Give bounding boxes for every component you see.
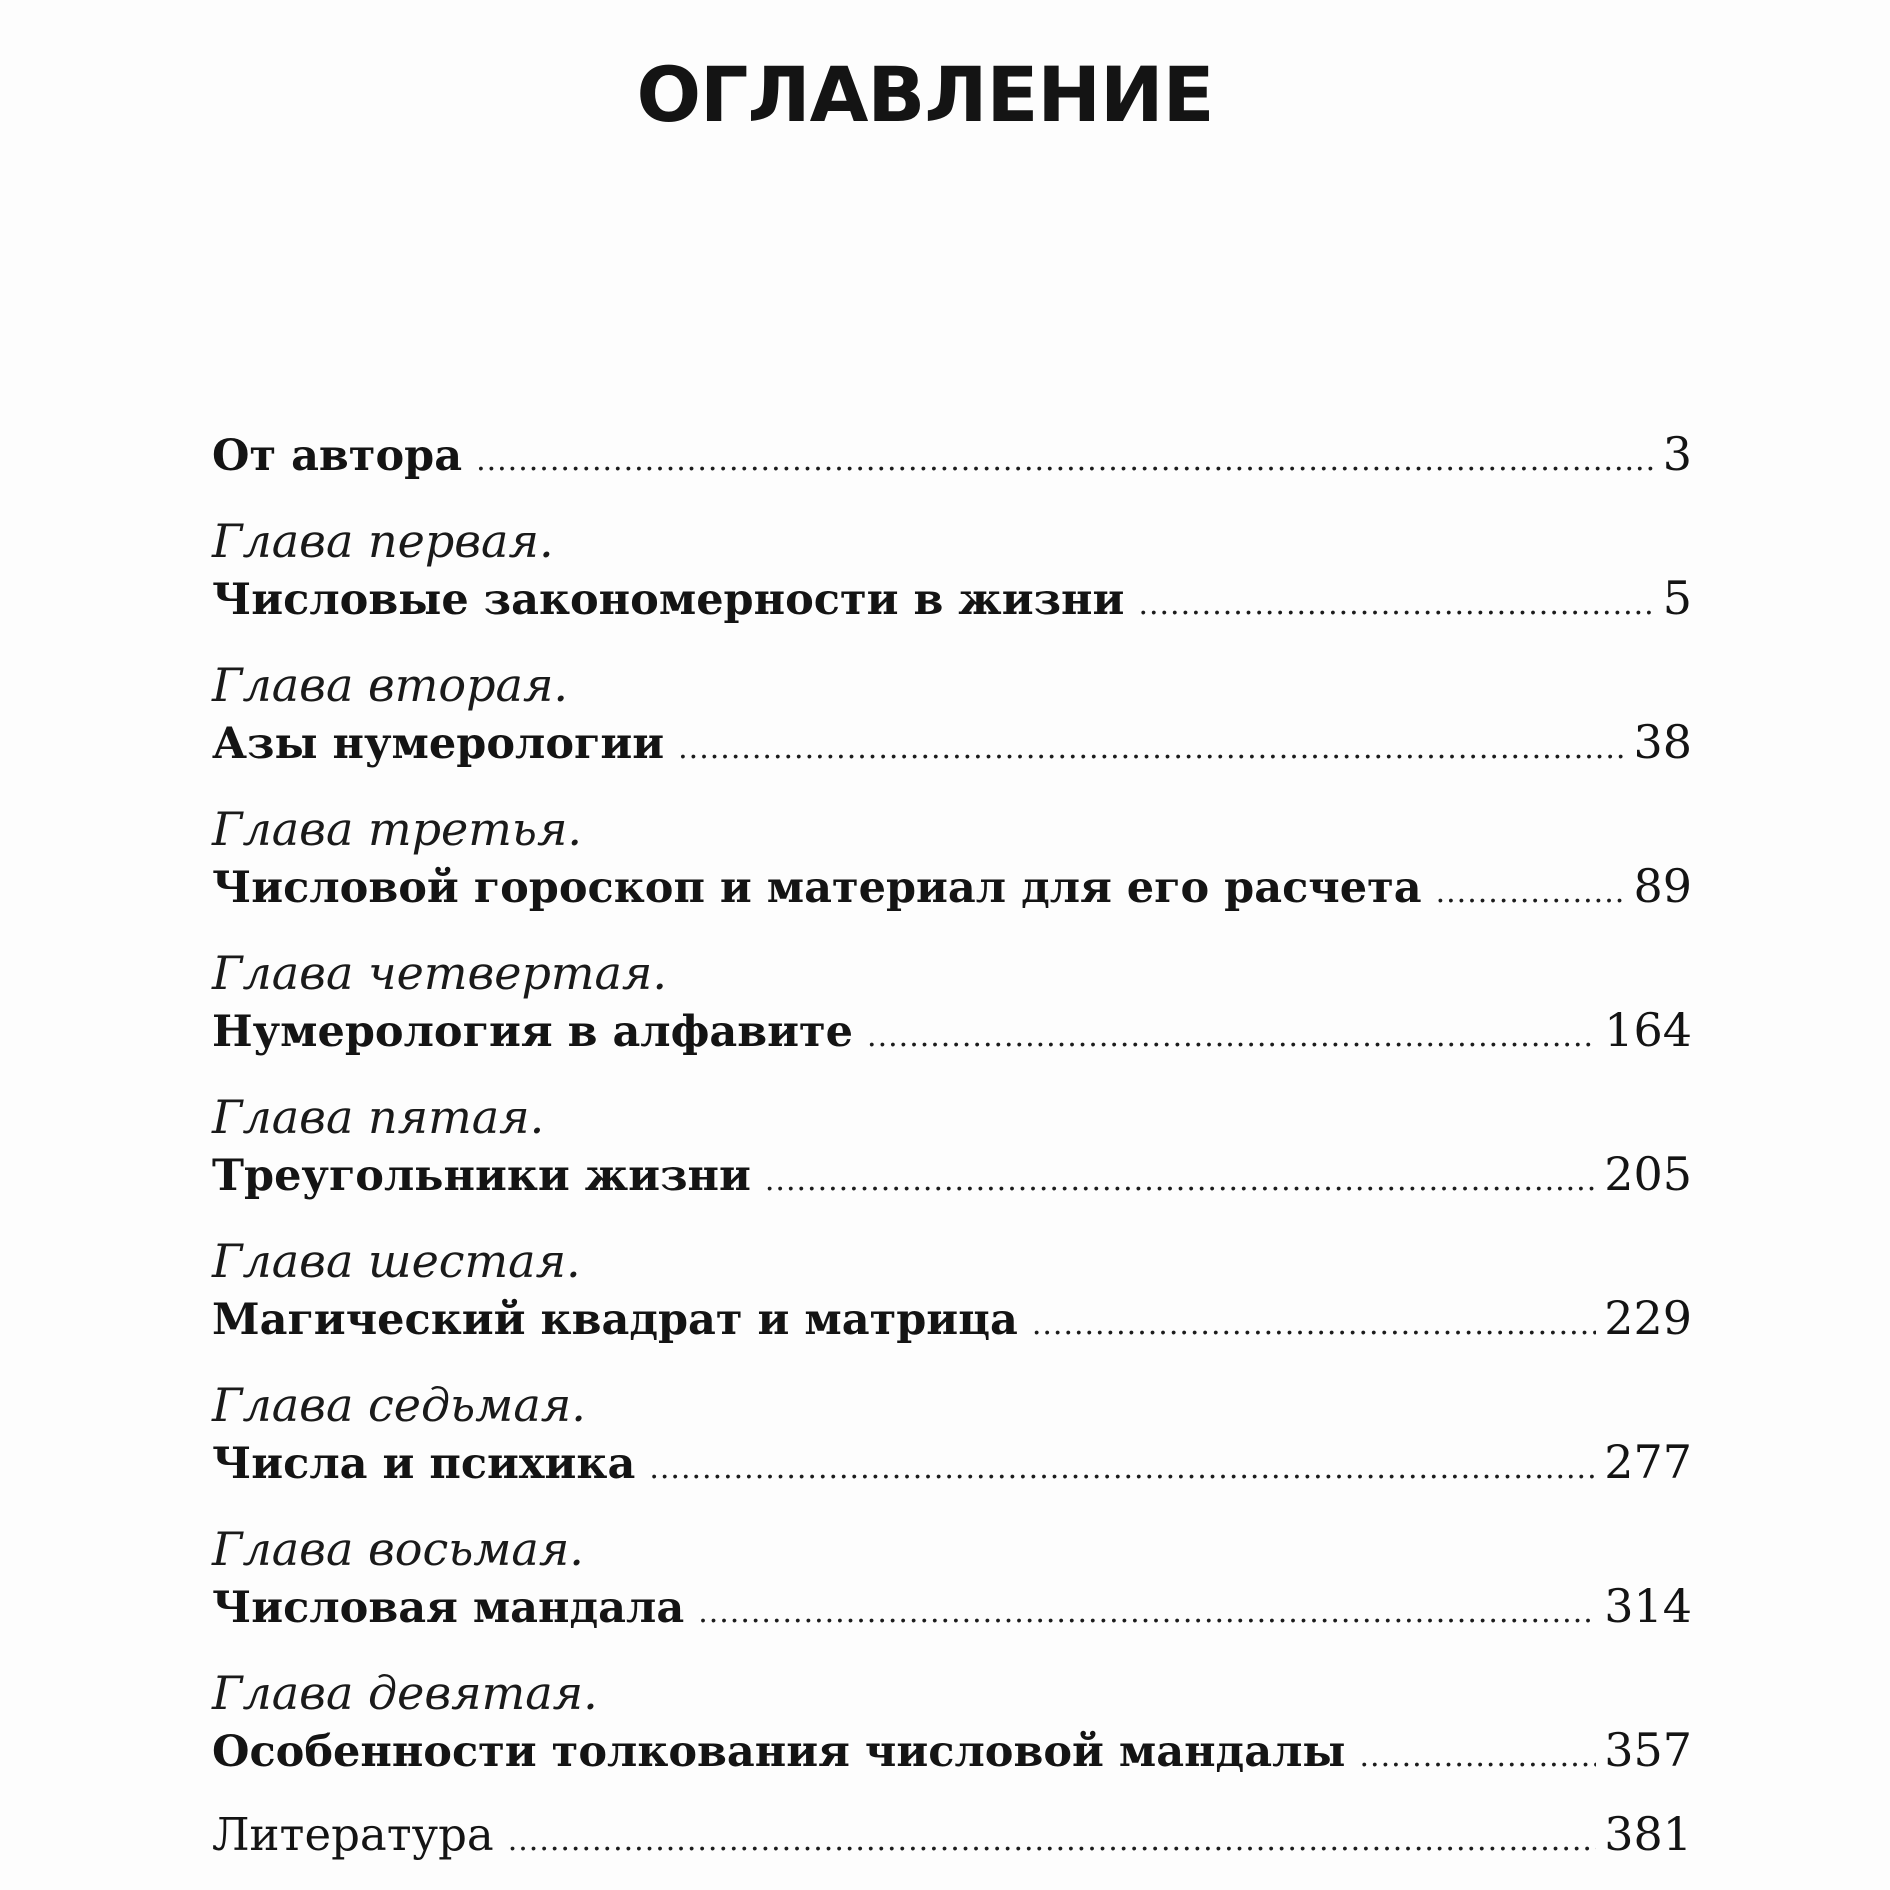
toc-entry-row	[212, 424, 1692, 484]
toc-entry-title: Нумерология в алфавите	[212, 1007, 854, 1057]
toc-entry-chapter-6	[212, 1234, 1692, 1348]
toc-page-number: 38	[1633, 715, 1692, 769]
toc-entry-title: От автора	[212, 431, 463, 481]
toc-page-number: 357	[1604, 1723, 1692, 1777]
dot-leader	[678, 719, 1625, 779]
toc-entry-chapter-4	[212, 946, 1692, 1060]
toc-entry-row	[212, 1288, 1692, 1348]
chapter-label: Глава восьмая.	[212, 1522, 584, 1576]
toc-page-number: 381	[1604, 1807, 1692, 1861]
toc-entry-title: Литература	[212, 1808, 494, 1861]
toc-entry-row	[212, 1000, 1692, 1060]
chapter-label: Глава третья.	[212, 802, 583, 856]
chapter-label: Глава шестая.	[212, 1234, 581, 1288]
toc-entry-chapter-1	[212, 514, 1692, 628]
toc-entry-row	[212, 712, 1692, 772]
toc-entry-title: Особенности толкования числовой мандалы	[212, 1727, 1346, 1777]
dot-leader	[476, 431, 1655, 491]
toc-entry-title: Числовая мандала	[212, 1583, 685, 1633]
toc-page-number: 164	[1604, 1003, 1692, 1057]
dot-leader	[1360, 1727, 1597, 1787]
chapter-label: Глава седьмая.	[212, 1378, 586, 1432]
dot-leader	[765, 1151, 1596, 1211]
toc-entry-bibliography	[212, 1804, 1692, 1864]
toc-entry-preface	[212, 424, 1692, 484]
toc-entry-title: Магический квадрат и матрица	[212, 1295, 1018, 1345]
toc-entry-chapter-2	[212, 658, 1692, 772]
toc-entry-chapter-3	[212, 802, 1692, 916]
dot-leader	[867, 1007, 1596, 1067]
chapter-label: Глава девятая.	[212, 1666, 598, 1720]
toc-entry-chapter-9	[212, 1666, 1692, 1780]
dot-leader	[508, 1811, 1596, 1871]
toc-page-number: 229	[1604, 1291, 1692, 1345]
chapter-label: Глава четвертая.	[212, 946, 668, 1000]
toc-entry-row	[212, 1576, 1692, 1636]
toc-entry-row	[212, 1144, 1692, 1204]
toc-entry-row	[212, 856, 1692, 916]
toc-entry-row	[212, 568, 1692, 628]
toc-page-number: 314	[1604, 1579, 1692, 1633]
toc-entry-chapter-5	[212, 1090, 1692, 1204]
toc-page-number: 3	[1662, 427, 1692, 481]
table-of-contents	[212, 400, 1692, 1864]
chapter-label: Глава первая.	[212, 514, 554, 568]
toc-entry-row	[212, 1720, 1692, 1780]
toc-entry-row	[212, 1804, 1692, 1864]
chapter-label: Глава пятая.	[212, 1090, 545, 1144]
toc-entry-title: Треугольники жизни	[212, 1151, 751, 1201]
toc-page-number: 89	[1633, 859, 1692, 913]
dot-leader	[698, 1583, 1596, 1643]
toc-page-number: 277	[1604, 1435, 1692, 1489]
page-title: ОГЛАВЛЕНИЕ	[636, 50, 1214, 139]
toc-page-number: 5	[1662, 571, 1692, 625]
toc-entry-row	[212, 1432, 1692, 1492]
dot-leader	[1436, 863, 1626, 923]
toc-entry-chapter-8	[212, 1522, 1692, 1636]
toc-entry-title: Числовые закономерности в жизни	[212, 575, 1125, 625]
chapter-label: Глава вторая.	[212, 658, 569, 712]
toc-entry-chapter-7	[212, 1378, 1692, 1492]
dot-leader	[649, 1439, 1596, 1499]
toc-entry-title: Азы нумерологии	[212, 719, 665, 769]
toc-entry-title: Числа и психика	[212, 1439, 636, 1489]
dot-leader	[1138, 575, 1654, 635]
toc-entry-title: Числовой гороскоп и материал для его расчета	[212, 863, 1422, 913]
dot-leader	[1032, 1295, 1596, 1355]
toc-page-number: 205	[1604, 1147, 1692, 1201]
